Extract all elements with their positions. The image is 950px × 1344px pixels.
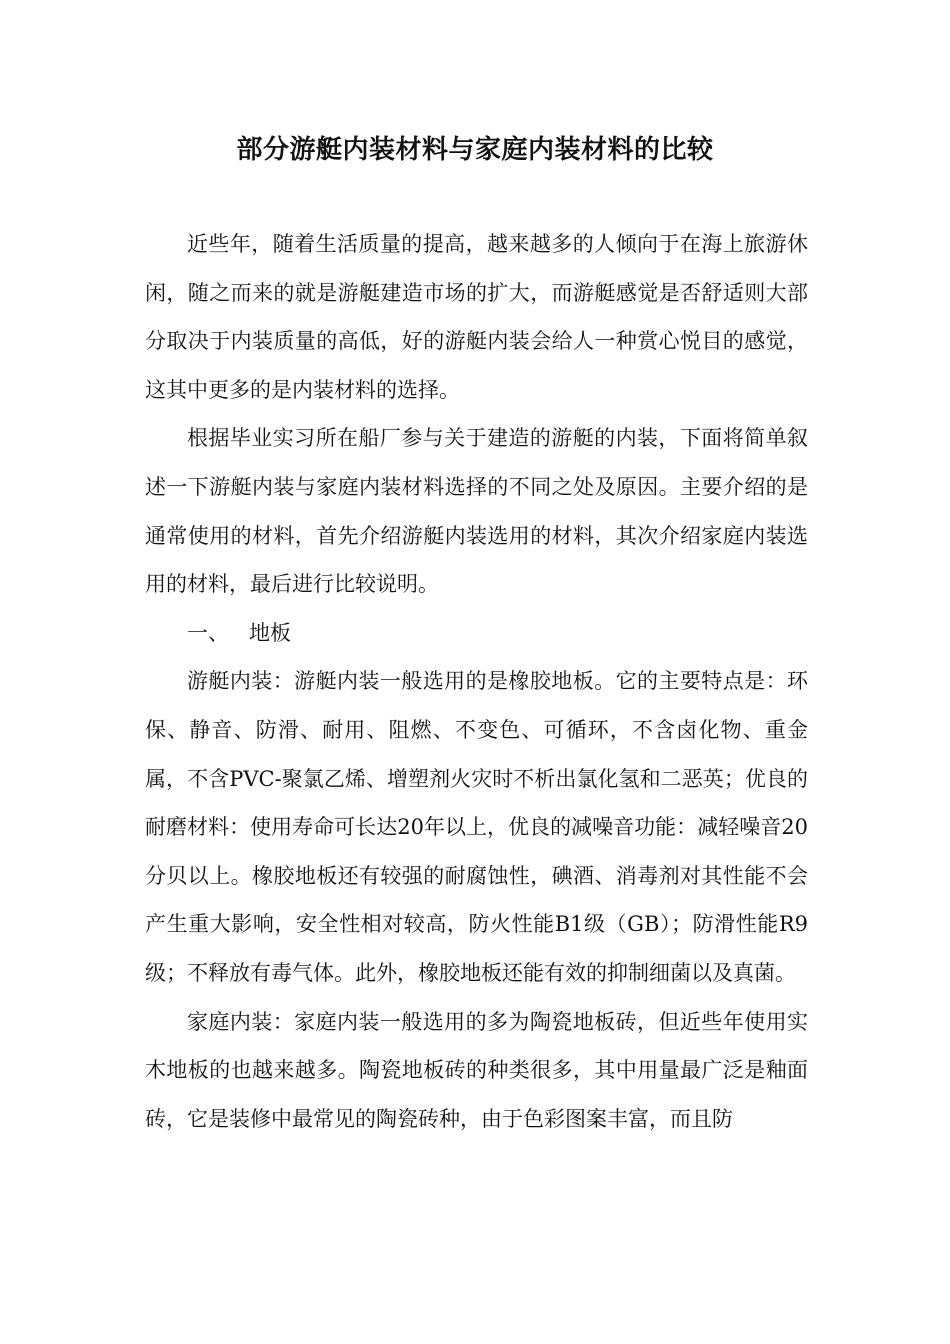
intro-paragraph-2: 根据毕业实习所在船厂参与关于建造的游艇的内装，下面将简单叙述一下游艇内装与家庭内装材料选择的不同之处及原因。主要介绍的是通常使用的材料，首先介绍游艇内装选用的材料，其次介绍家庭内装选用的材料，最后进行比较说明。 (145, 426, 808, 597)
document-body (145, 220, 808, 1143)
section-paragraph-home: 家庭内装：家庭内装一般选用的多为陶瓷地板砖，但近些年使用实木地板的也越来越多。陶瓷地板砖的种类很多，其中用量最广泛是釉面砖，它是装修中最常见的陶瓷砖种，由于色彩图案丰富，而且防 (145, 1009, 808, 1131)
section-paragraph-yacht: 游艇内装：游艇内装一般选用的是橡胶地板。它的主要特点是：环保、静音、防滑、耐用、阻燃、不变色、可循环，不含卤化物、重金属，不含PVC-聚氯乙烯、增塑剂火灾时不析出氯化氢和二恶英；优良的耐磨材料：使用寿命可长达20年以上，优良的减噪音功能：减轻噪音20分贝以上。橡胶地板还有较强的耐腐蚀性，碘酒、消毒剂对其性能不会产生重大影响，安全性相对较高，防火性能B1级（GB）；防滑性能R9级；不释放有毒气体。此外，橡胶地板还能有效的抑制细菌以及真菌。 (145, 669, 808, 985)
section-heading (145, 609, 808, 658)
section-title: 地板 (249, 620, 291, 645)
intro-paragraph-1: 近些年，随着生活质量的提高，越来越多的人倾向于在海上旅游休闲，随之而来的就是游艇建造市场的扩大，而游艇感觉是否舒适则大部分取决于内装质量的高低，好的游艇内装会给人一种赏心悦目的感觉，这其中更多的是内装材料的选择。 (145, 232, 808, 402)
section-number: 一、 (187, 620, 229, 645)
document-title: 部分游艇内装材料与家庭内装材料的比较 (236, 135, 714, 165)
